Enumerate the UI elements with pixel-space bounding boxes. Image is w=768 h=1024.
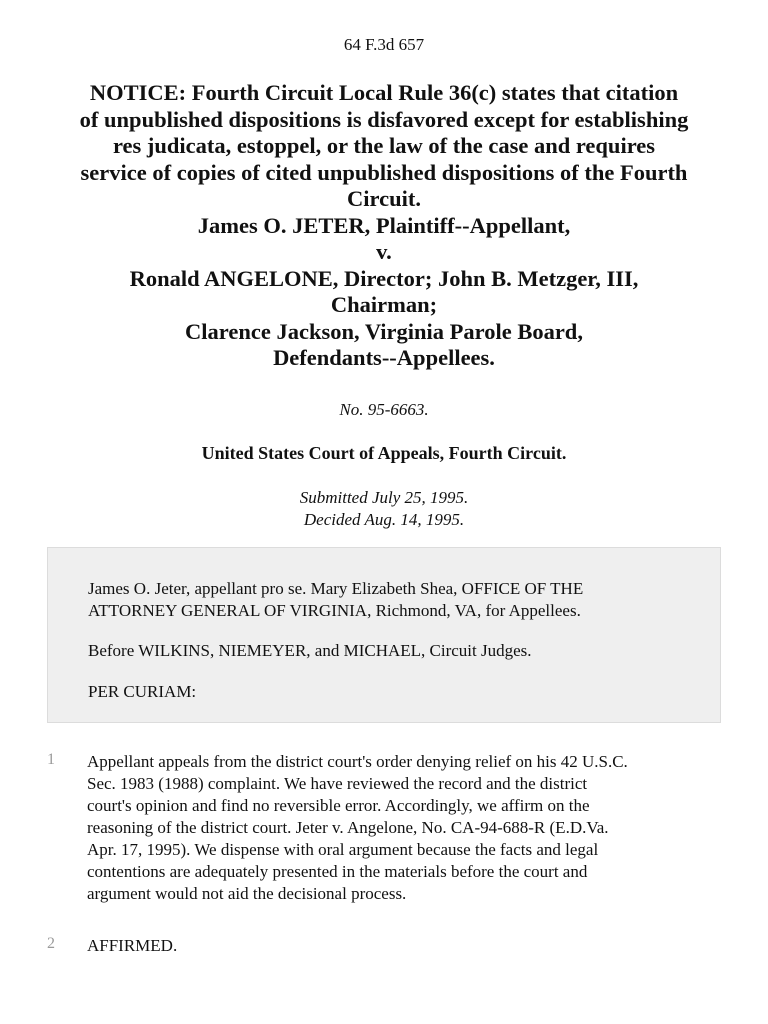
notice-line: Circuit. [347, 186, 421, 211]
party-line: James O. JETER, Plaintiff--Appellant, [197, 212, 571, 238]
dates [0, 487, 768, 531]
paragraph-text [87, 751, 727, 905]
paragraph-line: argument would not aid the decisional process. [87, 884, 407, 903]
judges-text: Before WILKINS, NIEMEYER, and MICHAEL, Circuit Judges. [88, 641, 532, 660]
docket-number: No. 95-6663. [339, 400, 429, 419]
paragraph-line: AFFIRMED. [87, 936, 178, 955]
paragraph-line: contentions are adequately presented in the materials before the court and [87, 862, 588, 881]
party-line: Chairman; [330, 292, 438, 317]
counsel-line: ATTORNEY GENERAL OF VIRGINIA, Richmond, VA, for Appellees. [88, 601, 581, 620]
paragraph-line: Apr. 17, 1995). We dispense with oral argument because the facts and legal [87, 840, 599, 859]
case-heading [30, 80, 738, 372]
paragraph-line: Sec. 1983 (1988) complaint. We have reviewed the record and the district [87, 774, 588, 793]
decided-date: Decided Aug. 14, 1995. [303, 510, 465, 529]
counsel-line: James O. Jeter, appellant pro se. Mary Elizabeth Shea, OFFICE OF THE [88, 579, 584, 598]
party-line: Ronald ANGELONE, Director; John B. Metzger, III, [129, 265, 639, 291]
paragraph-number: 1 [47, 751, 55, 768]
paragraph-line: court's opinion and find no reversible error. Accordingly, we affirm on the [87, 796, 590, 815]
party-line: Defendants--Appellees. [273, 345, 495, 370]
notice-line: of unpublished dispositions is disfavored except for establishing [79, 106, 689, 132]
notice-line: NOTICE: Fourth Circuit Local Rule 36(c) states that citation [89, 80, 679, 105]
paragraph-number: 2 [47, 935, 55, 952]
per-curiam: PER CURIAM: [88, 682, 197, 701]
party-line: Clarence Jackson, Virginia Parole Board, [185, 318, 583, 344]
paragraph-line: reasoning of the district court. Jeter v. Angelone, No. CA-94-688-R (E.D.Va. [87, 818, 609, 837]
paragraph-line: Appellant appeals from the district court's order denying relief on his 42 U.S.C. [87, 752, 628, 771]
citation: 64 F.3d 657 [343, 35, 425, 54]
notice-line: service of copies of cited unpublished dispositions of the Fourth [80, 159, 688, 185]
party-line: v. [376, 239, 392, 264]
paragraph-text [87, 935, 727, 957]
submitted-date: Submitted July 25, 1995. [299, 488, 469, 507]
counsel-box [47, 547, 721, 723]
notice-line: res judicata, estoppel, or the law of the case and requires [112, 133, 656, 158]
court-name: United States Court of Appeals, Fourth Circuit. [201, 443, 567, 463]
counsel-text [88, 578, 688, 622]
